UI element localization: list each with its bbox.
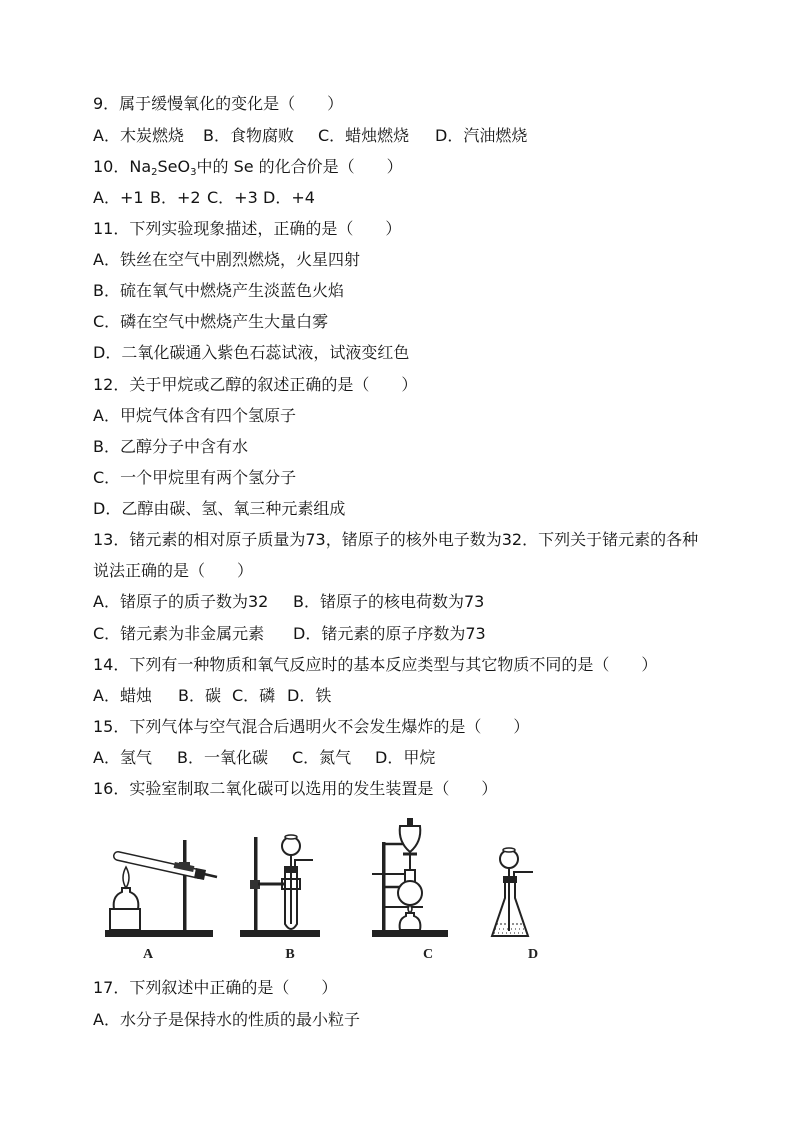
figure-label-a: A — [142, 947, 154, 962]
apparatus-a — [105, 840, 217, 937]
question-15-options — [93, 742, 773, 773]
figure-label-d: D — [527, 947, 539, 962]
apparatus-figure — [100, 812, 550, 947]
figure-label-b: B — [285, 947, 295, 962]
question-11-stem: 11．下列实验现象描述，正确的是（ ） — [93, 218, 402, 238]
alcohol-lamp — [400, 913, 421, 930]
option-a: A．氢气 — [93, 748, 152, 768]
wood-block — [110, 909, 140, 930]
apparatus-b — [240, 835, 320, 937]
option-d: D．甲烷 — [375, 748, 436, 768]
option-b: B．食物腐败 — [203, 125, 294, 145]
subscript: 3 — [190, 166, 197, 178]
separatory-funnel — [400, 826, 421, 852]
thistle-funnel-mouth — [503, 848, 515, 852]
subscript: 2 — [151, 166, 158, 178]
lamp-flame — [408, 905, 412, 913]
option-b: B．碳 — [178, 685, 221, 705]
funnel-stopper — [407, 818, 413, 825]
question-13-options-row-1 — [93, 586, 773, 617]
stem-part: SeO — [157, 156, 191, 176]
question-14-options — [93, 680, 773, 711]
stand-base — [105, 930, 213, 937]
option-d: D．二氧化碳通入紫色石蕊试液，试液变红色 — [93, 343, 410, 363]
alcohol-lamp — [114, 888, 139, 909]
option-c: C．一个甲烷里有两个氢分子 — [93, 467, 297, 487]
apparatus-c — [372, 818, 448, 937]
option-d: D．铁 — [287, 685, 332, 705]
question-17-stem: 17．下列叙述中正确的是（ ） — [93, 978, 338, 998]
delivery-tube — [204, 874, 217, 877]
option-c: C．氮气 — [292, 748, 352, 768]
question-17-block — [93, 972, 773, 1034]
stand-rod — [183, 840, 187, 930]
question-9-options — [93, 120, 773, 151]
question-13-stem-line-2: 说法正确的是（ ） — [93, 561, 254, 581]
stem-part: 10．Na — [93, 156, 152, 176]
question-10-options — [93, 182, 773, 213]
option-a: A．锗原子的质子数为32 — [93, 592, 269, 612]
stand-base — [372, 930, 448, 937]
option-a: A．水分子是保持水的性质的最小粒子 — [93, 1009, 360, 1029]
question-13-options-row-2 — [93, 618, 773, 649]
option-b: B．硫在氧气中燃烧产生淡蓝色火焰 — [93, 281, 344, 301]
option-d: D．+4 — [263, 187, 315, 207]
question-9-stem: 9．属于缓慢氧化的变化是（ ） — [93, 94, 344, 114]
lamp-flame — [123, 867, 129, 888]
option-b: B．+2 — [150, 187, 201, 207]
question-15-stem: 15．下列气体与空气混合后遇明火不会发生爆炸的是（ ） — [93, 716, 530, 736]
option-a: A．木炭燃烧 — [93, 125, 184, 145]
option-b: B．乙醇分子中含有水 — [93, 436, 248, 456]
option-c: C．蜡烛燃烧 — [318, 125, 410, 145]
option-a: A．+1 — [93, 187, 144, 207]
question-12-stem: 12．关于甲烷或乙醇的叙述正确的是（ ） — [93, 374, 418, 394]
option-c: C．锗元素为非金属元素 — [93, 623, 265, 643]
stand-rod — [382, 842, 386, 930]
option-a: A．蜡烛 — [93, 685, 152, 705]
questions-block — [93, 88, 773, 804]
apparatus-d — [492, 848, 533, 936]
option-a: A．甲烷气体含有四个氢原子 — [93, 405, 296, 425]
option-a: A．铁丝在空气中剧烈燃烧，火星四射 — [93, 250, 360, 270]
round-bottom-flask — [398, 881, 422, 905]
option-d: D．汽油燃烧 — [435, 125, 528, 145]
question-10-stem — [93, 151, 773, 182]
option-b: B．一氧化碳 — [177, 748, 268, 768]
stand-base — [240, 930, 320, 937]
thistle-funnel-mouth — [285, 835, 297, 839]
option-c: C．+3 — [207, 187, 258, 207]
question-16-stem: 16．实验室制取二氧化碳可以选用的发生装置是（ ） — [93, 779, 498, 799]
delivery-tube — [295, 860, 313, 867]
figure-label-c: C — [422, 947, 434, 962]
question-13-stem-line-1: 13．锗元素的相对原子质量为73，锗原子的核外电子数为32．下列关于锗元素的各种 — [93, 530, 699, 550]
option-d: D．锗元素的原子序数为73 — [293, 623, 486, 643]
option-c: C．磷 — [232, 685, 276, 705]
question-14-stem: 14．下列有一种物质和氧气反应时的基本反应类型与其它物质不同的是（ ） — [93, 654, 658, 674]
option-c: C．磷在空气中燃烧产生大量白雾 — [93, 312, 329, 332]
option-b: B．锗原子的核电荷数为73 — [293, 592, 485, 612]
stem-part: 中的 Se 的化合价是（ ） — [196, 156, 403, 176]
option-d: D．乙醇由碳、氢、氧三种元素组成 — [93, 499, 346, 519]
